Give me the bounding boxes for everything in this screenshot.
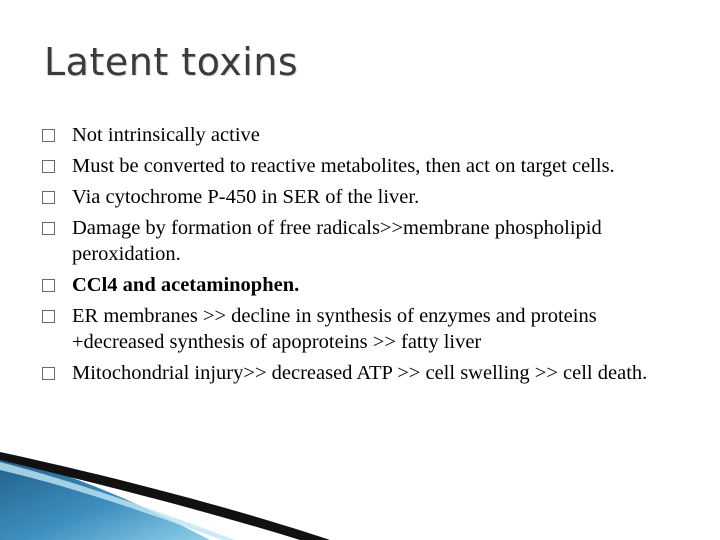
bullet-text: Not intrinsically active bbox=[72, 124, 260, 146]
bullet-text: ER membranes >> decline in synthesis of enzymes and proteins +decreased synthesis of apoproteins >> fatty liver bbox=[72, 305, 597, 353]
bullet-text: Via cytochrome P-450 in SER of the liver. bbox=[72, 186, 420, 208]
bullet-text: CCl4 and acetaminophen. bbox=[72, 274, 300, 296]
bullet-text: Damage by formation of free radicals>>membrane phospholipid peroxidation. bbox=[72, 217, 602, 265]
slide-title: Latent toxins bbox=[44, 40, 299, 84]
bullet-text: Must be converted to reactive metabolites, then act on target cells. bbox=[72, 155, 615, 177]
bullet-text: Mitochondrial injury>> decreased ATP >> cell swelling >> cell death. bbox=[72, 362, 648, 384]
